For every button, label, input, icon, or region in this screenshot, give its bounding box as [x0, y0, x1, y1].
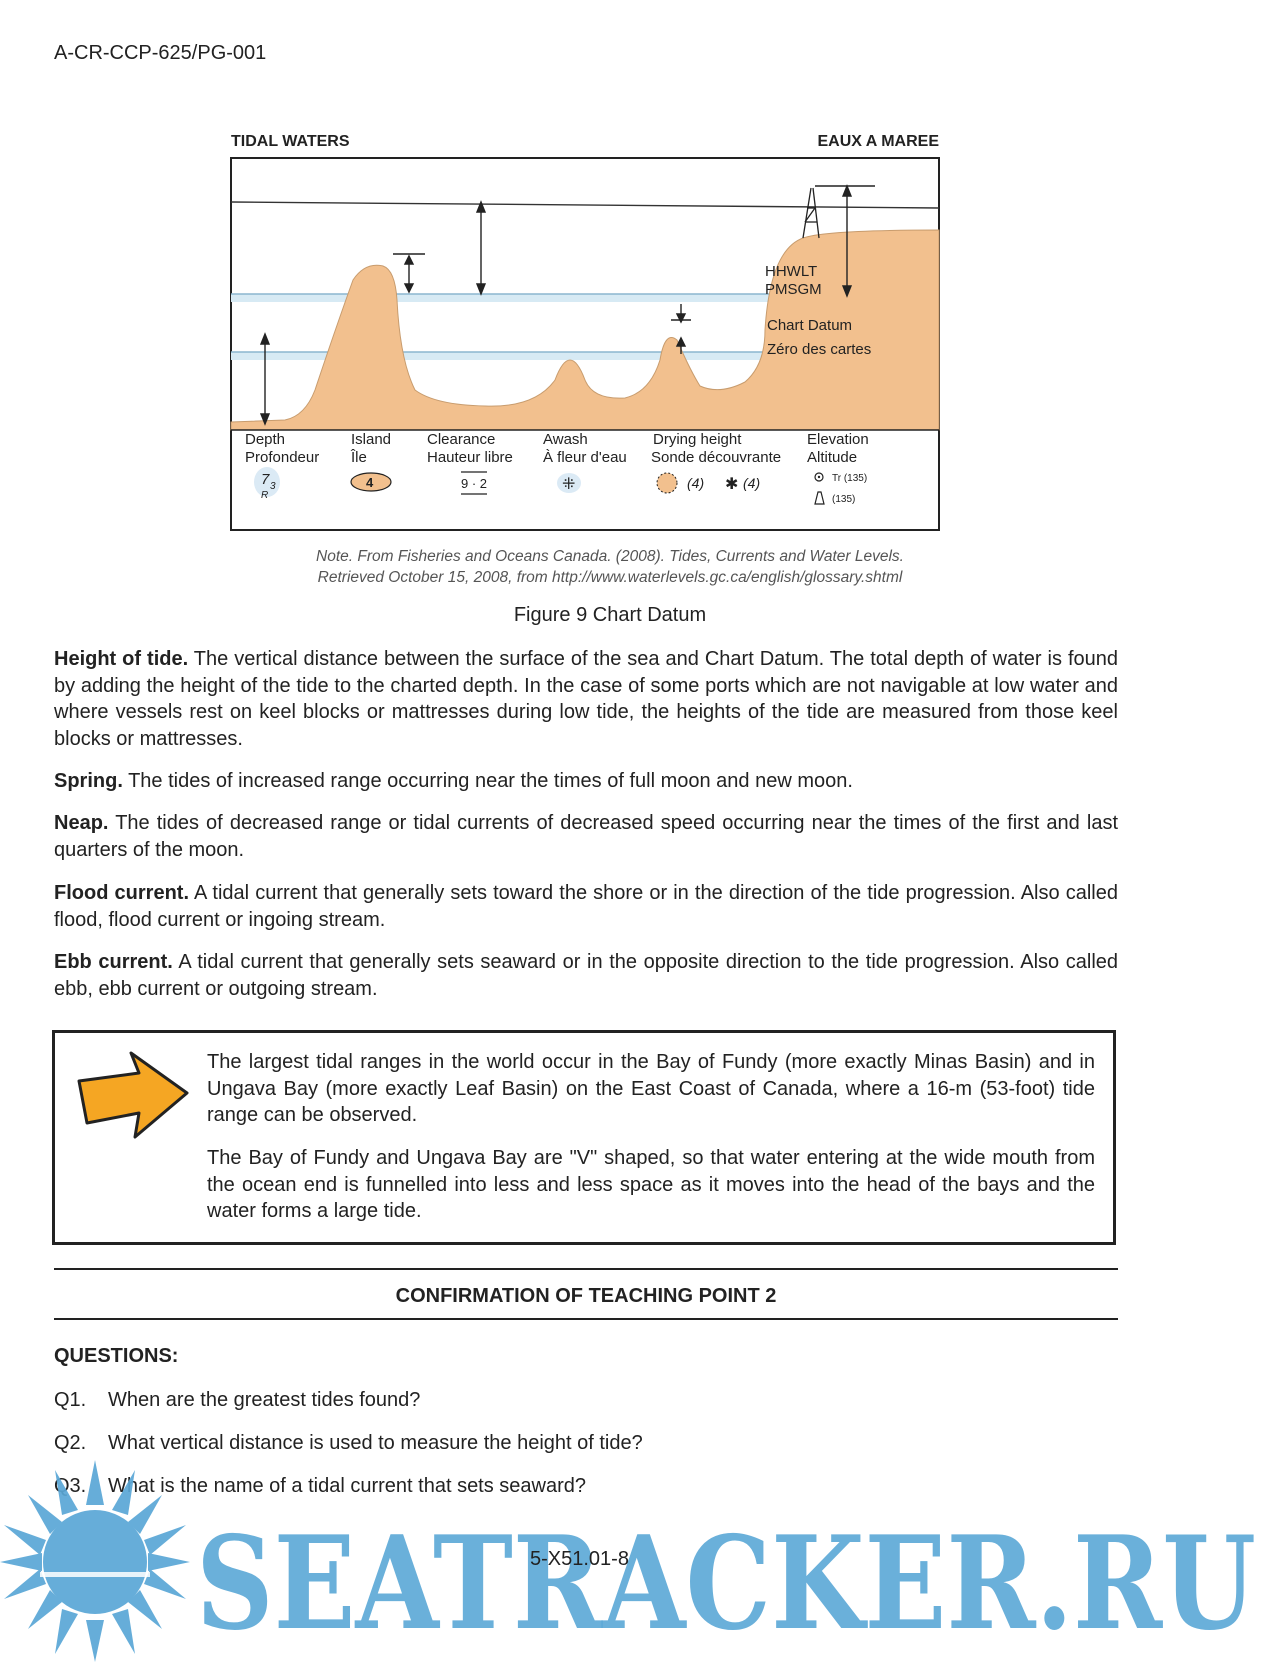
question-number: Q1. — [54, 1389, 87, 1411]
definition-text: The tides of increased range occurring near the times of full moon and new moon. — [122, 770, 853, 792]
question-1 — [54, 1389, 420, 1412]
questions-label: QUESTIONS: — [54, 1345, 179, 1367]
legend-clearance-en: Clearance — [427, 431, 496, 448]
callout-paragraph-2: The Bay of Fundy and Ungava Bay are "V" shaped, so that water entering at the wide mouth from the ocean end is funnelled into less and less space as it moves into the head of the bays and the water forms a large tide. — [207, 1147, 1095, 1222]
question-text: When are the greatest tides found? — [108, 1389, 421, 1411]
figure-title-right: EAUX A MAREE — [817, 133, 939, 150]
legend-elevation-fr: Altitude — [807, 449, 858, 466]
depth-symbol-extra: R — [261, 490, 269, 501]
legend-depth-fr: Profondeur — [245, 449, 320, 466]
figure-note — [200, 546, 1020, 588]
legend-island-fr: Île — [351, 449, 367, 466]
callout-paragraph-1: The largest tidal ranges in the world occur in the Bay of Fundy (more exactly Minas Basin) and in Ungava Bay (more exactly Leaf Basin) on the East Coast of Canada, where a 16-m (53-foot) tide range can be observed. — [207, 1051, 1095, 1126]
divider-top — [54, 1268, 1118, 1270]
figure-caption: Figure 9 Chart Datum — [513, 604, 707, 626]
label-hhwlt: HHWLT — [765, 263, 818, 280]
legend-awash-en: Awash — [543, 431, 588, 448]
question-text: What vertical distance is used to measure the height of tide? — [108, 1432, 643, 1454]
definition-term: Height of tide. — [54, 648, 189, 670]
seatracker-watermark — [0, 1460, 1284, 1662]
definition-term: Flood current. — [54, 882, 190, 904]
question-number: Q3. — [54, 1475, 87, 1497]
label-chart-datum: Chart Datum — [767, 317, 853, 334]
legend-depth-en: Depth — [245, 431, 286, 448]
drying-symbol-1: (4) — [687, 475, 705, 491]
question-2 — [54, 1432, 643, 1455]
drying-star-icon: ✱ — [725, 476, 739, 493]
depth-symbol-sub: 3 — [270, 481, 276, 492]
definition-term: Ebb current. — [54, 951, 173, 973]
page-number: 5-X51.01-8 — [530, 1548, 629, 1570]
legend-drying-fr: Sonde découvrante — [651, 449, 782, 466]
question-number: Q2. — [54, 1432, 87, 1454]
drying-symbol-2: (4) — [743, 475, 761, 491]
legend-island-en: Island — [351, 431, 392, 448]
elevation-symbol-2: (135) — [832, 494, 856, 505]
confirmation-title: CONFIRMATION OF TEACHING POINT 2 — [395, 1285, 777, 1307]
watermark-text: SEATRACKER.RU — [196, 1509, 1256, 1659]
depth-symbol: 7 — [261, 471, 270, 488]
definition-ebb-current — [54, 949, 1118, 1002]
chart-datum-figure — [225, 130, 945, 540]
island-symbol: 4 — [366, 475, 374, 490]
legend-elevation-en: Elevation — [807, 431, 869, 448]
question-text: What is the name of a tidal current that sets seaward? — [108, 1475, 587, 1497]
elevation-symbol-1: Tr (135) — [832, 473, 868, 484]
definition-height-of-tide — [54, 646, 1118, 752]
legend-clearance-fr: Hauteur libre — [427, 449, 513, 466]
document-id: A-CR-CCP-625/PG-001 — [54, 42, 267, 64]
drying-rock-icon — [657, 473, 677, 493]
definition-text: A tidal current that generally sets toward the shore or in the direction of the tide progression. Also called flood, flood current or ingoing stream. — [54, 882, 1118, 931]
definition-text: The vertical distance between the surface of the sea and Chart Datum. The total depth of water is found by adding the height of the tide to the charted depth. In the case of some ports which are not navigable at low water and where vessels rest on keel blocks or mattresses during low tide, the heights of the tide are measured from those keel blocks or mattresses. — [54, 648, 1118, 750]
definition-text: A tidal current that generally sets seaward or in the opposite direction to the tide progression. Also called ebb, ebb current or outgoing stream. — [54, 951, 1119, 1000]
divider-bottom — [54, 1318, 1118, 1320]
label-zero-cartes: Zéro des cartes — [767, 341, 872, 358]
sun-horizon-line — [40, 1572, 150, 1577]
sun-logo-icon — [0, 1460, 190, 1662]
definition-neap — [54, 810, 1118, 863]
callout-box — [52, 1030, 1116, 1245]
definition-flood-current — [54, 880, 1118, 933]
awash-symbol: ⁜ — [562, 476, 576, 493]
definition-term: Spring. — [54, 770, 123, 792]
arrow-right-icon — [73, 1051, 193, 1141]
figure-title-left: TIDAL WATERS — [231, 133, 350, 150]
definition-spring — [54, 768, 1118, 795]
figure-note-line1: Note. From Fisheries and Oceans Canada. (2008). Tides, Currents and Water Levels. — [316, 548, 904, 565]
clearance-symbol: 9 · 2 — [461, 476, 488, 491]
definition-text: The tides of decreased range or tidal currents of decreased speed occurring near the times of the first and last quarters of the moon. — [54, 812, 1118, 861]
label-pmsgm: PMSGM — [765, 281, 822, 298]
elevation-tower-dot — [818, 476, 820, 478]
legend-awash-fr: À fleur d'eau — [543, 449, 627, 466]
figure-note-line2: Retrieved October 15, 2008, from http://www.waterlevels.gc.ca/english/glossary.shtml — [317, 569, 903, 586]
definition-term: Neap. — [54, 812, 109, 834]
legend-drying-en: Drying height — [653, 431, 742, 448]
